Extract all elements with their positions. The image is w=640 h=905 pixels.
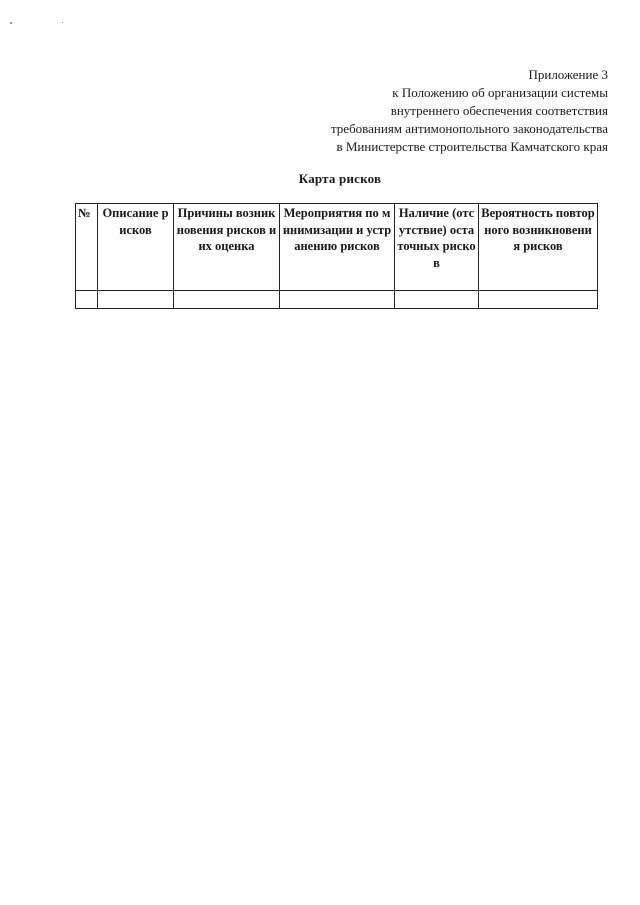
scan-speck [10,22,12,24]
table-cell [395,291,479,309]
risk-map-table [75,203,598,309]
header-line-ministry: в Министерстве строительства Камчатского края [336,139,608,154]
table-cell [98,291,174,309]
table-header-row [76,204,598,291]
document-title: Карта рисков [298,171,382,186]
header-line-antimonopoly: требованиям антимонопольного законодательства [330,121,608,136]
column-header-number: № [76,204,98,291]
table-cell [280,291,395,309]
header-line-internal-compliance: внутреннего обеспечения соответствия [390,103,608,118]
table-cell [479,291,598,309]
column-header-risk-description: Описание рисков [98,204,174,291]
header-line-appendix-number: Приложение 3 [528,67,608,82]
column-header-mitigation-measures: Мероприятия по минимизации и устранению рисков [280,204,395,291]
table-cell [76,291,98,309]
column-header-recurrence-probability: Вероятность повторного возникновения рисков [479,204,598,291]
column-header-risk-causes: Причины возникновения рисков и их оценка [174,204,280,291]
table-row [76,291,598,309]
appendix-header [188,66,608,156]
scan-speck [62,22,63,23]
table-cell [174,291,280,309]
header-line-regulation: к Положению об организации системы [392,85,608,100]
column-header-residual-risks: Наличие (отсутствие) остаточных рисков [395,204,479,291]
